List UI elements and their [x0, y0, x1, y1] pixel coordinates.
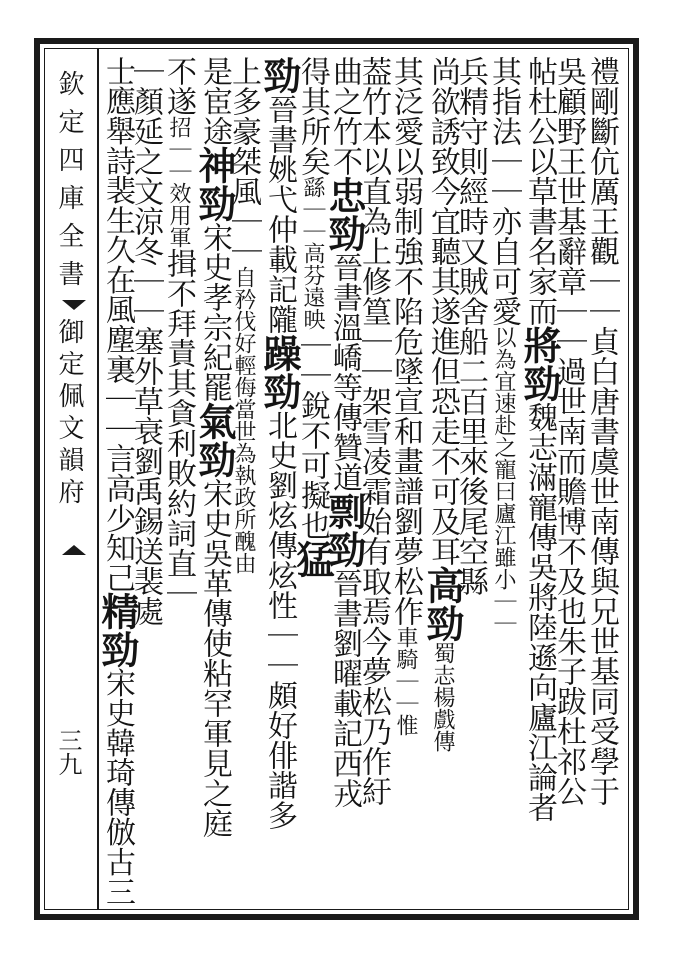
- column-text: 曲之竹不: [327, 56, 362, 176]
- headword: 躁勁: [257, 334, 302, 410]
- column-text: 宋史韓琦傳倣古三: [100, 667, 135, 907]
- column-text: 得其所矣: [295, 56, 330, 176]
- headword: 勁: [257, 56, 302, 94]
- column-text: 揖不拜責其貪利敗約詞直｜: [161, 248, 196, 608]
- headword: 高勁: [420, 566, 465, 642]
- column-text: 其指法｜｜亦自可愛: [486, 56, 521, 326]
- column-text: 北史劉炫傳炫性｜｜頗好俳諧多: [262, 410, 297, 830]
- column-text: 其泛愛以弱制強不陷危墜宣和畫譜劉夢松作: [388, 56, 423, 626]
- annotation-text: 以為宜速赴之寵曰廬江雖小｜｜: [491, 326, 516, 634]
- column-text: 晉書姚弋仲載記隴: [262, 94, 297, 334]
- column-text: 士應舉詩裴生久在風塵裏｜｜言高少知己: [100, 56, 135, 593]
- column-text: 帖杜公以草書名家而: [522, 56, 557, 326]
- headword: 氣勁: [192, 402, 237, 478]
- fishtail-mark-bottom: [62, 545, 86, 555]
- annotation-text: 自矜伐好輕侮當世為執政所醜由: [231, 266, 256, 574]
- annotation-text: 車騎｜｜惟: [393, 626, 418, 736]
- column-text: 不遂: [161, 56, 196, 116]
- column-text: 上多豪桀風｜｜: [226, 56, 261, 266]
- column-text: 晉書劉曜載記西戎: [327, 568, 362, 808]
- text-column-13: [192, 56, 237, 906]
- column-text: 是宦途: [197, 56, 232, 146]
- column-text: 宋史孝宗紀罷: [197, 222, 232, 402]
- text-column-10: [290, 56, 335, 906]
- column-text: 宋史吳革傳使粘罕軍見之庭: [197, 478, 232, 838]
- text-column-7: [388, 56, 423, 906]
- headword: 猛: [290, 540, 335, 578]
- headword: 剽勁: [322, 492, 367, 568]
- headword: 忠勁: [322, 176, 367, 252]
- column-text: 晉書溫嶠等傳贊道: [327, 252, 362, 492]
- text-column-3: [517, 56, 562, 906]
- column-text: 禮剛斷伉厲王觀｜｜貞白唐書虞世南傳與兄世基同受學于: [584, 56, 619, 806]
- column-text: 尚欲誘致今宜聽其遂進但恐走不可及耳: [425, 56, 460, 566]
- headword: 神勁: [192, 146, 237, 222]
- column-text: 葢竹本以直為上修篁｜｜架雪凌霜始有取焉今夢松乃作紆: [356, 56, 391, 806]
- book-title: 欽定四庫全書: [54, 70, 84, 298]
- text-column-1: [584, 56, 619, 906]
- annotation-text: 招｜｜效用軍: [166, 116, 191, 248]
- text-column-11: [257, 56, 302, 906]
- text-column-16: [95, 56, 140, 907]
- fishtail-mark-top: [62, 300, 86, 310]
- text-column-4: [486, 56, 521, 906]
- annotation-text: 繇｜｜高芬遠映: [300, 176, 325, 330]
- headword: 精勁: [95, 592, 140, 668]
- headword: 將勁: [517, 326, 562, 402]
- column-text: 兵精守則經時又賊舍船二百里來後尾空縣: [453, 56, 488, 596]
- column-text: 魏志滿寵傳吳將陸遜向廬江論者: [522, 402, 557, 822]
- volume-title: 御定佩文韻府: [54, 318, 84, 510]
- text-column-6: [420, 56, 465, 906]
- page-number: 三九: [54, 728, 82, 776]
- column-text: 吳顧野王世基辭章｜｜過世南而贍博不及也朱子跋杜祁公: [551, 56, 586, 806]
- annotation-text: 蜀志楊戲傳: [430, 642, 455, 752]
- column-text: ｜｜銳不可擬也: [295, 330, 330, 540]
- text-column-14: [161, 56, 196, 906]
- column-text: ｜顏延之文涼冬｜｜塞外草衰劉禹錫送裴處: [128, 56, 163, 626]
